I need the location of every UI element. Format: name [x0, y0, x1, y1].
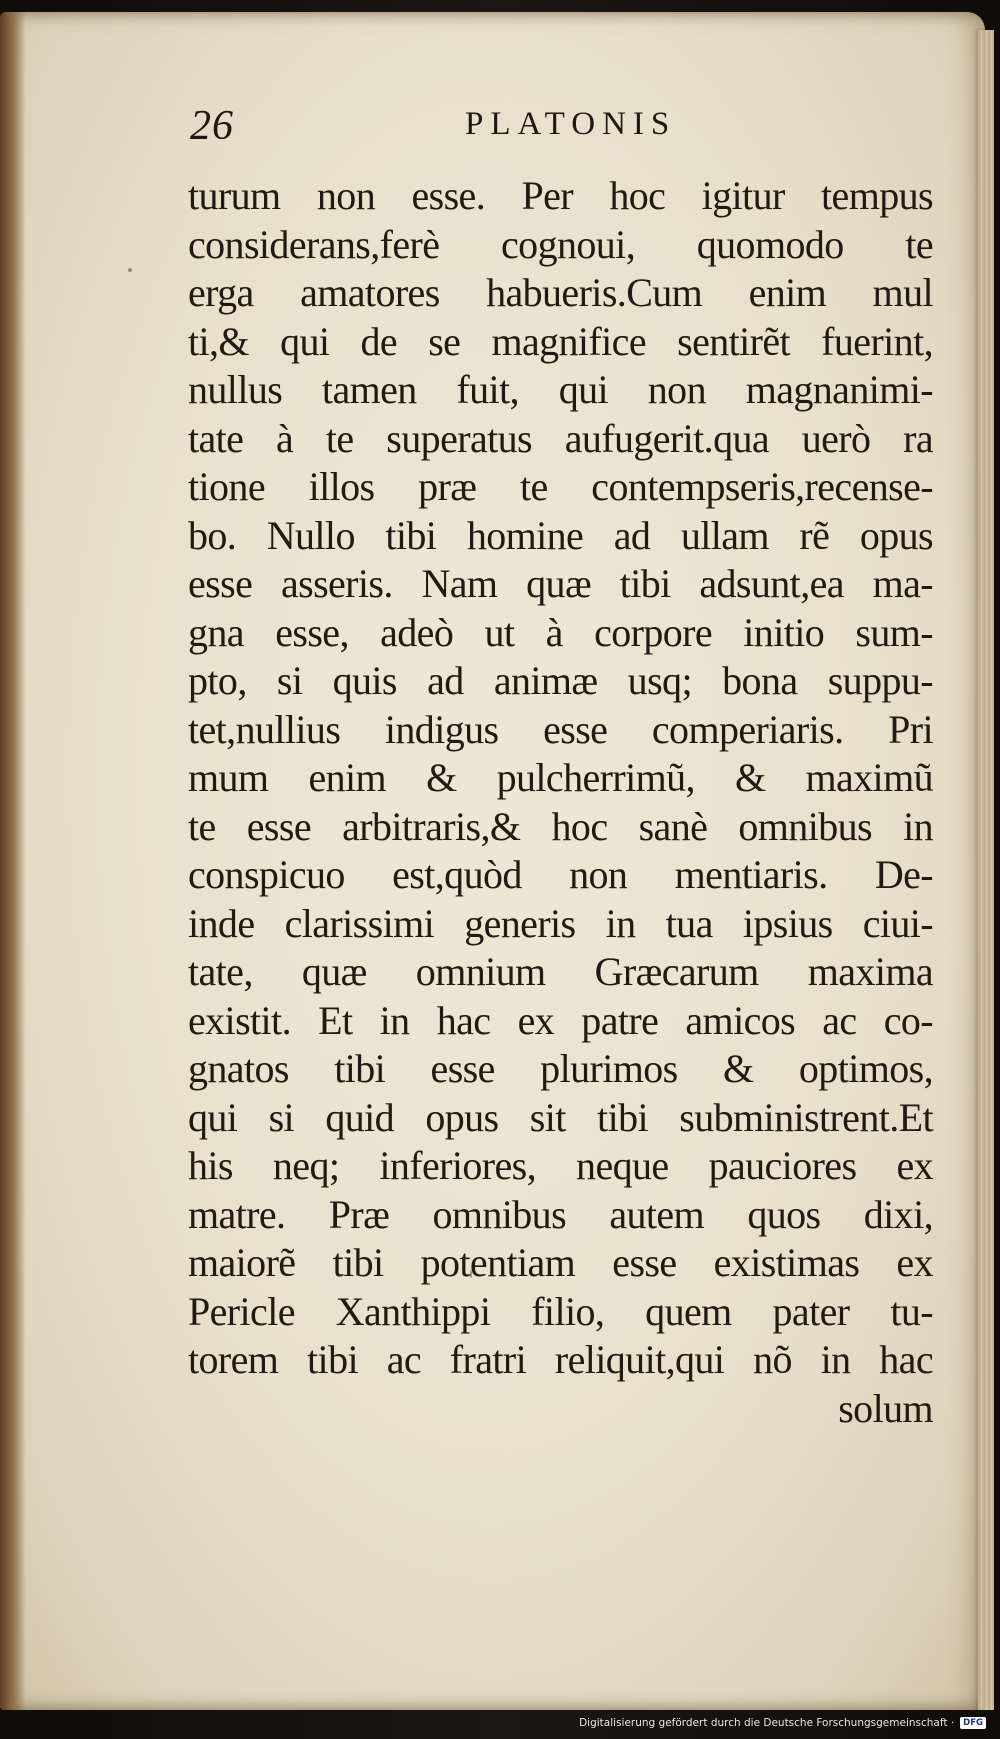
text-line: Pericle Xanthippi filio, quem pater tu- [188, 1288, 933, 1334]
text-line: considerans,ferè cognoui, quomodo te [188, 221, 933, 267]
text-line: tet,nullius indigus esse comperiaris. Pri [188, 706, 933, 752]
text-line: maiorẽ tibi potentiam esse existimas ex [188, 1240, 933, 1285]
text-line: qui si quid opus sit tibi subministrent.Et [188, 1094, 933, 1140]
text-line: tate à te superatus aufugerit.qua uerò ra [188, 415, 933, 461]
text-line: pto, si quis ad animæ usq; bona suppu- [188, 658, 933, 703]
text-line: torem tibi ac fratri reliquit,qui nõ in hac [188, 1337, 933, 1382]
text-line: conspicuo est,quòd non mentiaris. De- [188, 852, 933, 897]
text-line: turum non esse. Per hoc igitur tempus [188, 173, 933, 218]
text-line: tione illos præ te contempseris,recense- [188, 464, 933, 509]
text-body [188, 172, 933, 1433]
text-line: mum enim & pulcherrimũ, & maximũ [188, 755, 933, 800]
page-fore-edge [978, 30, 994, 1710]
page-gutter [0, 12, 26, 1710]
text-line: gna esse, adeò ut à corpore initio sum- [188, 609, 933, 655]
dfg-logo: DFG [960, 1717, 986, 1729]
paper-speck [128, 268, 132, 272]
running-head: PLATONIS [465, 106, 677, 142]
text-line: erga amatores habueris.Cum enim mul [188, 270, 933, 315]
text-line: matre. Præ omnibus autem quos dixi, [188, 1191, 933, 1237]
text-line: existit. Et in hac ex patre amicos ac co- [188, 997, 933, 1043]
text-line: inde clarissimi generis in tua ipsius ciui- [188, 900, 933, 946]
text-line: te esse arbitraris,& hoc sanè omnibus in [188, 803, 933, 849]
text-line: gnatos tibi esse plurimos & optimos, [188, 1046, 933, 1091]
page-number: 26 [190, 103, 234, 149]
digitization-credit-footer [579, 1713, 986, 1733]
text-line: nullus tamen fuit, qui non magnanimi- [188, 367, 933, 412]
text-line: esse asseris. Nam quæ tibi adsunt,ea ma- [188, 561, 933, 606]
page-header [190, 102, 950, 152]
text-line: bo. Nullo tibi homine ad ullam rẽ opus [188, 512, 933, 558]
text-line: his neq; inferiores, neque pauciores ex [188, 1143, 933, 1188]
text-line: tate, quæ omnium Græcarum maxima [188, 949, 933, 994]
catchword: solum [838, 1385, 933, 1431]
text-line: ti,& qui de se magnifice sentirẽt fuerint, [188, 318, 933, 364]
credit-text: Digitalisierung gefördert durch die Deutsche Forschungsgemeinschaft · [579, 1717, 955, 1729]
